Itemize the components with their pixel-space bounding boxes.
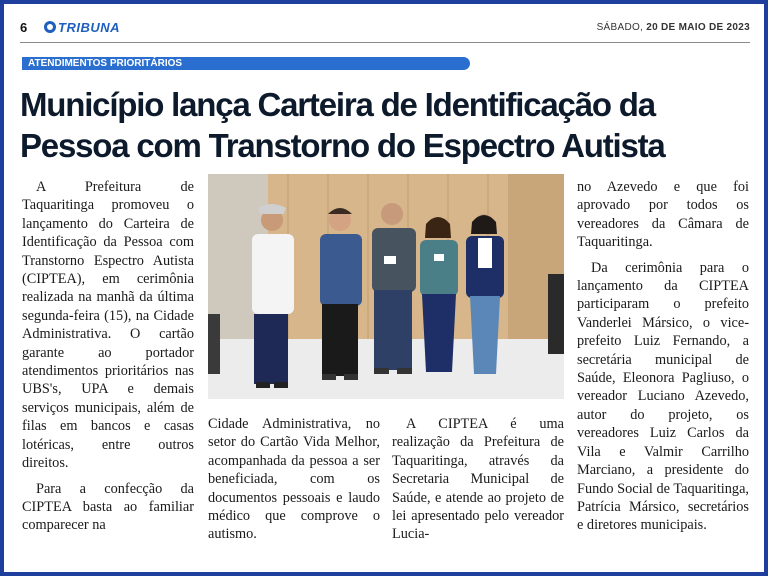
article-paragraph: no Azevedo e que foi aprovado por todos os vereadores da Câmara de Taquaritinga.: [577, 179, 749, 251]
tribuna-logo: [44, 19, 120, 35]
headline-line-1: Município lança Carteira de Identificação da: [20, 86, 655, 123]
article-column-2: [208, 415, 380, 544]
newspaper-page: [4, 4, 764, 572]
article-paragraph: Para a confecção da CIPTEA basta ao familiar comparecer na: [22, 480, 194, 534]
page-number: 6: [20, 20, 28, 35]
article-column-3: [392, 415, 564, 544]
photo-ceremony-group: [208, 174, 564, 399]
issue-date-main: 20 DE MAIO DE 2023: [646, 22, 750, 33]
article-paragraph: A Prefeitura de Taquaritinga promoveu o lançamento do Carteira de Identificação da Pessoa com Transtorno Espectro Autista (CIPTEA), em cerimônia realizada na manhã da última segunda-feira (15), na Cidade Administrativa. O cartão garante ao portador atendimentos prioritários nas UBS's, UPA e demais serviços municipais, além de filas em bancos e casas lotéricas, entre outros direitos.: [22, 179, 194, 472]
article-photo: [208, 174, 564, 399]
article-column-4: [577, 178, 749, 535]
article-column-1: [22, 178, 194, 535]
logo-globe-icon: [44, 21, 56, 33]
article-paragraph: Da cerimônia para o lançamento da CIPTEA participaram o prefeito Vanderlei Mársico, o vice-prefeito Luiz Fernando, a secretária municipal de Saúde, Eleonora Pagliuso, o vereador Luciano Azevedo, autor do projeto, os vereadores Luiz Carlos da Vila e Valmir Carrilho Marciano, a presidente do Fundo Social de Taquaritinga, Patrícia Mársico, secretários e diretores municipais.: [577, 259, 749, 534]
page-header: [20, 16, 750, 38]
article-paragraph: Cidade Administrativa, no setor do Cartão Vida Melhor, acompanhada da pessoa a ser beneficiada, com os documentos pessoais e laudo médico que comprove o autismo.: [208, 416, 380, 543]
issue-date-weekday: SÁBADO,: [596, 22, 647, 33]
headline: [20, 84, 754, 166]
article-paragraph: A CIPTEA é uma realização da Prefeitura de Taquaritinga, através da Secretaria Municipal de Saúde, e atende ao projeto de lei apresentado pelo vereador Lucia-: [392, 416, 564, 543]
header-divider: [20, 42, 750, 43]
section-label: ATENDIMENTOS PRIORITÁRIOS: [22, 57, 470, 70]
headline-line-2: Pessoa com Transtorno do Espectro Autista: [20, 127, 665, 164]
logo-text: TRIBUNA: [58, 19, 120, 35]
issue-date: [597, 22, 750, 33]
